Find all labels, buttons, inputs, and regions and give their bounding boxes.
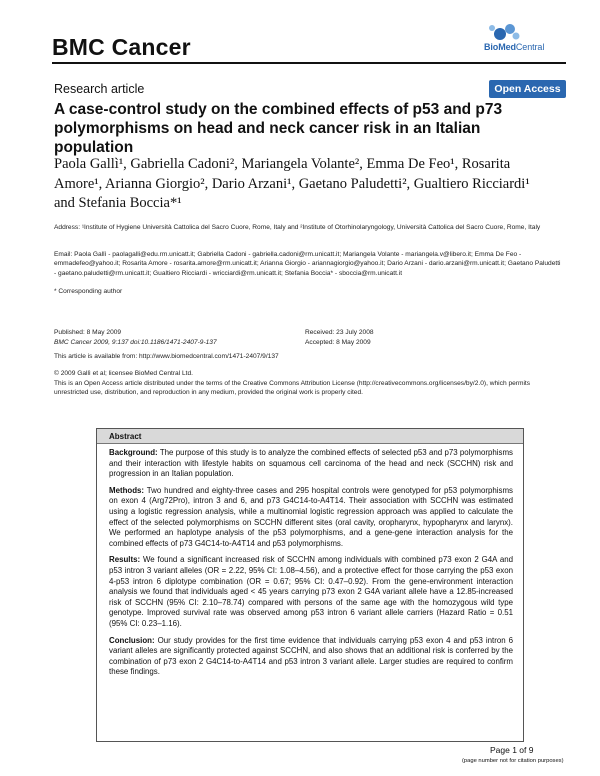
- abstract-heading: Abstract: [97, 429, 523, 444]
- open-access-badge: Open Access: [489, 80, 566, 98]
- author-list: Paola Gallì¹, Gabriella Cadoni², Mariangela Volante², Emma De Feo¹, Rosarita Amore¹, Arianna Giorgio², Dario Arzani¹, Gaetano Paludetti², Gualtiero Ricciardi¹ and Stefania Boccia*¹: [54, 156, 530, 211]
- publisher-name-part1: BioMed: [484, 42, 516, 52]
- publisher-logo-icon: [470, 22, 566, 42]
- section-label: Results:: [109, 555, 141, 565]
- copyright-notice: © 2009 Gallì et al; licensee BioMed Central Ltd.: [54, 370, 194, 377]
- article-title: A case-control study on the combined effects of p53 and p73 polymorphisms on head and neck cancer risk in an Italian population: [54, 101, 503, 156]
- page-number: Page 1 of 9: [490, 745, 534, 755]
- journal-name: BMC Cancer: [52, 34, 191, 60]
- section-label: Background:: [109, 448, 158, 457]
- section-text: We found a significant increased risk of SCCHN among individuals with combined p73 exon 2 G4A and p53 intron 3 variant alleles (OR = 2.22, 95% CI: 1.08–4.56), and a protective effect for those carrying the p53 exon 4-p53 intron 6 diplotype combination (OR = 0.67; 95% CI: 0.47–0.92). From the gene-environment interaction analysis we found that individuals aged < 45 years carrying p73 exon 2 G4A variant allele have a 12.85-increased risk of SCCHN (95% CI: 2.10–78.74) compared with persons of the same age with the homozygous wild type genotype. Improved survival rate was observed among p53 intron 6 variant allele carriers (Hazard Ratio = 0.51 (95% CI: 0.23–1.16).: [109, 555, 513, 628]
- author-emails: Email: Paola Gallì - paolagalli@edu.rm.unicatt.it; Gabriella Cadoni - gabriella.cadoni@rm.unicatt.it; Mariangela Volante - mariangela.v@libero.it; Emma De Feo - emmadefeo@yahoo.it; Rosarita Amore - rosarita.amore@rm.unicatt.it; Arianna Giorgio - ariannagiorgio@yahoo.it; Dario Arzani - dario.arzani@rm.unicatt.it; Gaetano Paludetti - gaetano.paludetti@rm.unicatt.it; Gualtiero Ricciardi - wricciardi@rm.unicatt.it; Stefania Boccia* - sboccia@rm.unicatt.it: [54, 251, 561, 277]
- citation: BMC Cancer 2009, 9:137 doi:10.1186/1471-2407-9-137: [54, 339, 217, 346]
- abstract-results: [109, 555, 513, 629]
- license-notice: This is an Open Access article distributed under the terms of the Creative Commons Attribution License (http://creativecommons.org/licenses/by/2.0), which permits unrestricted use, distribution, and reproduction in any medium, provided the original work is properly cited.: [54, 380, 531, 397]
- publisher-name: [484, 42, 544, 52]
- corresponding-author-note: * Corresponding author: [54, 288, 123, 295]
- publisher-logo: [470, 22, 566, 54]
- abstract-background: [109, 448, 513, 480]
- affiliations: Address: ¹Institute of Hygiene Università Cattolica del Sacro Cuore, Rome, Italy and ²Institute of Otorhinolaryngology, Università Cattolica del Sacro Cuore, Rome, Italy: [54, 224, 541, 231]
- section-label: Conclusion:: [109, 635, 155, 645]
- article-url[interactable]: This article is available from: http://www.biomedcentral.com/1471-2407/9/137: [54, 353, 279, 360]
- article-type: Research article: [54, 82, 145, 96]
- received-date: Received: 23 July 2008: [305, 329, 374, 336]
- header-divider: [52, 62, 566, 64]
- published-date: Published: 8 May 2009: [54, 329, 122, 336]
- abstract-box: [96, 428, 524, 742]
- section-text: The purpose of this study is to analyze the combined effects of selected p53 and p73 polymorphisms and their interaction with lifestyle habits on squamous cell carcinoma of the head and neck (SCCHN) risk and progression in an Italian population.: [109, 448, 513, 479]
- page-number-note: (page number not for citation purposes): [462, 758, 564, 764]
- abstract-conclusion: [109, 636, 513, 678]
- abstract-methods: [109, 486, 513, 550]
- section-text: Our study provides for the first time evidence that individuals carrying p53 exon 4 and p53 intron 6 variant alleles are significantly protected against SCCHN, and also shows that an additional risk is conferred by the combination of p73 exon 2 G4C14-to-A4T14 and p53 intron 3 variant allele. Larger studies are required to confirm these findings.: [109, 635, 513, 677]
- accepted-date: Accepted: 8 May 2009: [305, 339, 371, 346]
- section-text: Two hundred and eighty-three cases and 295 hospital controls were genotyped for p53 polymorphisms on exon 4 (Arg72Pro), intron 3 and 6, and p73 G4C14-to-A4T14. Their association with SCCHN was estimated using a logistic regression analysis, while a multinomial logistic regression approach was applied to calculate the effect of the selected polymorphisms on SCCHN different sites (oral cavity, oropharynx, hypopharynx and larynx). We performed an haplotype analysis of the p53 polymorphisms, and a gene-gene interaction analysis for the combined effects of p73 G4C14-to-A4T14 and p53 polymorphisms.: [109, 485, 514, 548]
- section-label: Methods:: [109, 485, 145, 495]
- publisher-name-part2: Central: [515, 42, 545, 52]
- abstract-body: [109, 448, 513, 684]
